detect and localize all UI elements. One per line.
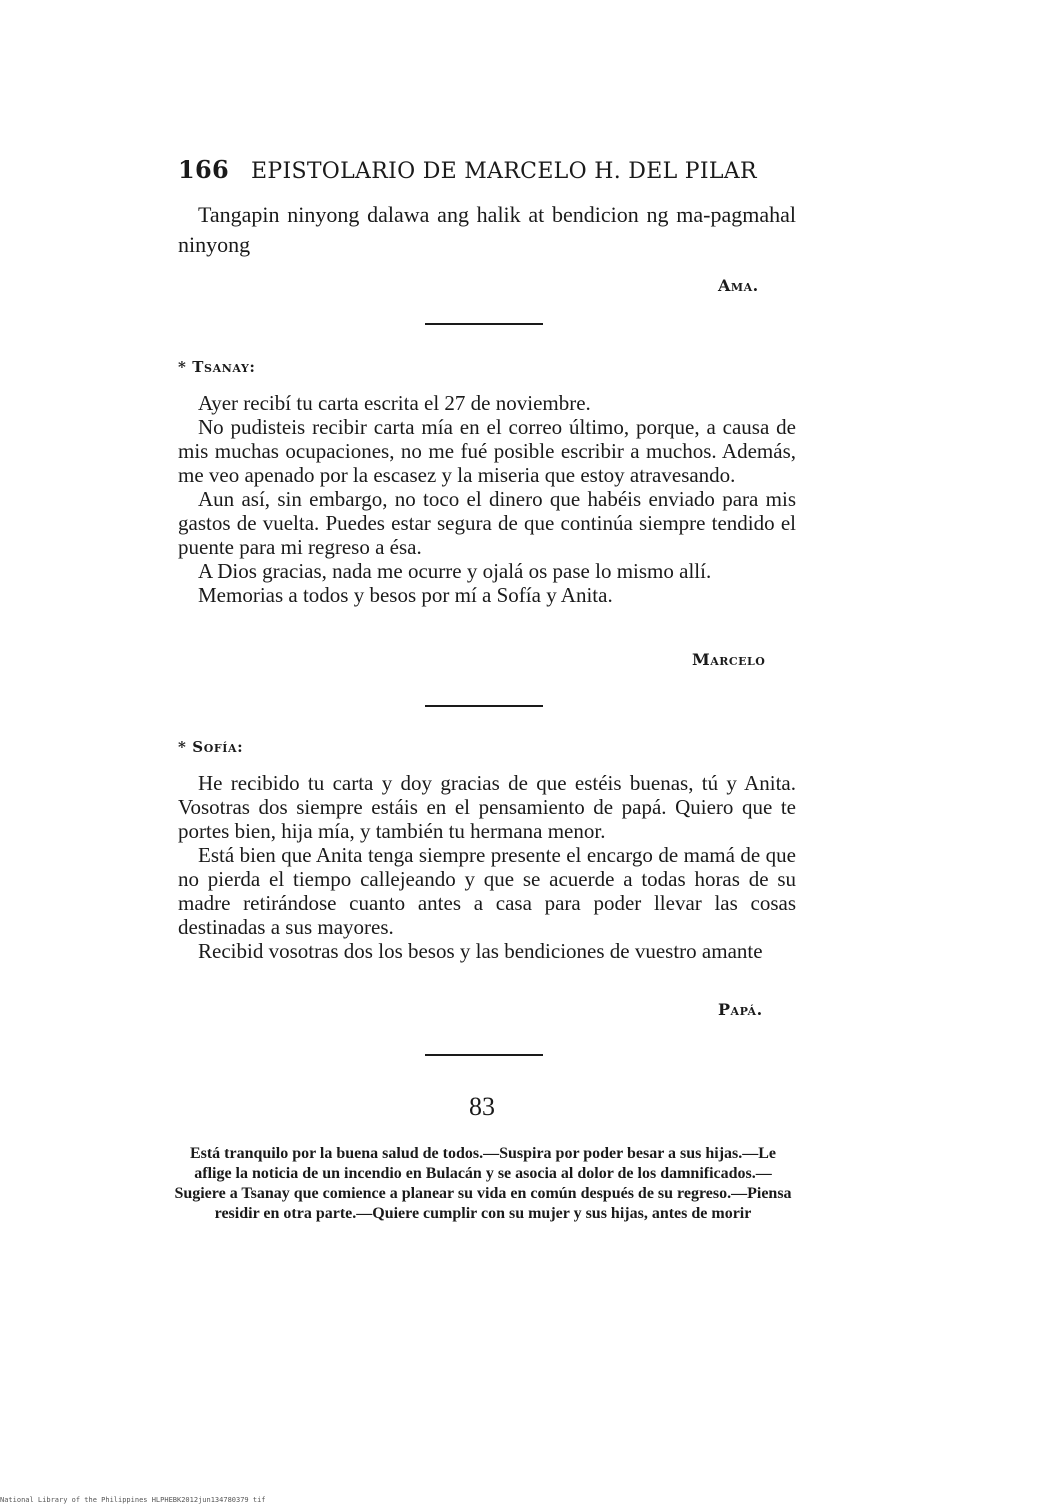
section-divider — [425, 705, 543, 707]
letter-2-paragraph: Memorias a todos y besos por mí a Sofía y Anita. — [198, 583, 613, 607]
letter-2-body — [178, 391, 796, 607]
letter-2-paragraph: No pudisteis recibir carta mía en el correo último, porque, a causa de mis muchas ocupaciones, no me fué posible escribir a muchos. Además, me veo apenado por la escasez y la miseria que estoy atravesando. — [178, 415, 796, 487]
letter-3-body — [178, 771, 796, 963]
letter-3-paragraph: Recibid vosotras dos los besos y las bendiciones de vuestro amante — [198, 939, 763, 963]
letter-2-signature: Marcelo — [692, 650, 766, 669]
running-title: EPISTOLARIO DE MARCELO H. DEL PILAR — [251, 159, 757, 184]
running-header — [178, 155, 778, 184]
letter-2-paragraph: Aun así, sin embargo, no toco el dinero que habéis enviado para mis gastos de vuelta. Puedes estar segura de que continúa siempre tendido el puente para mi regreso a ésa. — [178, 487, 796, 559]
section-divider — [425, 323, 543, 325]
letter-2-paragraph: Ayer recibí tu carta escrita el 27 de noviembre. — [198, 391, 591, 415]
letter-3-salutation: * Sofía: — [178, 738, 244, 756]
document-number: 83 — [469, 1092, 495, 1121]
page-number: 166 — [178, 155, 229, 184]
letter-2-salutation: * Tsanay: — [178, 358, 256, 376]
letter-3-signature: Papá. — [718, 1000, 763, 1019]
letter-3-paragraph: He recibido tu carta y doy gracias de que estéis buenas, tú y Anita. Vosotras dos siempre estáis en el pensamiento de papá. Quiero que te portes bien, hija mía, y también tu hermana menor. — [178, 771, 796, 843]
letter-3-paragraph: Está bien que Anita tenga siempre presente el encargo de mamá de que no pierda el tiempo callejeando y que se acuerde a todas horas de su madre retirándose cuanto antes a casa para poder llevar las cosas destinadas a sus mayores. — [178, 843, 796, 939]
letter-1-signature: Ama. — [718, 276, 759, 295]
document-summary: Está tranquilo por la buena salud de todos.—Suspira por poder besar a sus hijas.—Le aflige la noticia de un incendio en Bulacán y se asocia al dolor de los damnificados.—Sugiere a Tsanay que comience a planear su vida en común después de su regreso.—Piensa residir en otra parte.—Quiere cumplir con su mujer y sus hijas, antes de morir — [174, 1145, 792, 1222]
letter-1-paragraph: Tangapin ninyong dalawa ang halik at bendicion ng ma-pagmahal ninyong — [178, 202, 796, 257]
letter-2-paragraph: A Dios gracias, nada me ocurre y ojalá os pase lo mismo allí. — [198, 559, 712, 583]
scan-footer: National Library of the Philippines HLPHEBK2012jun134780379 tif — [0, 1496, 266, 1504]
letter-1-body — [178, 200, 796, 260]
section-divider — [425, 1054, 543, 1056]
